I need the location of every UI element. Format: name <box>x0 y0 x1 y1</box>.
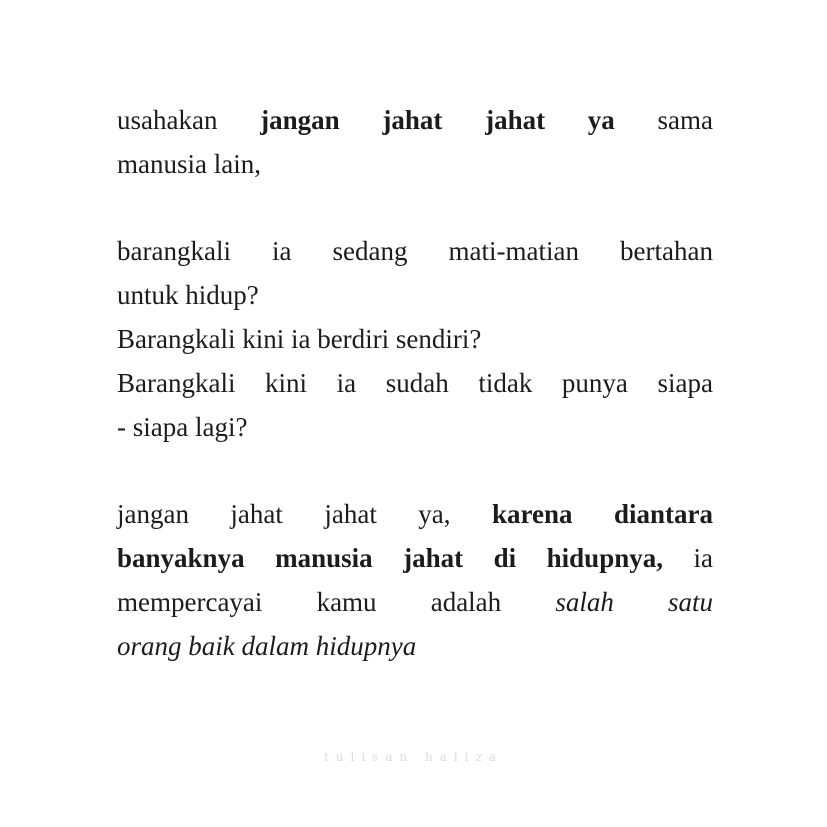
paragraph-1 <box>117 98 713 186</box>
p3-line-2 <box>117 536 713 580</box>
p2-line-4: Barangkali kini ia sudah tidak punya siapa <box>117 368 713 398</box>
p3-line-4: orang baik dalam hidupnya <box>117 631 417 661</box>
p3-text-bold-2: banyaknya manusia jahat di hidupnya, <box>117 543 663 573</box>
p2-line-2: untuk hidup? <box>117 280 259 310</box>
p1-text-bold: jangan jahat jahat ya <box>260 105 615 135</box>
p3-text-bold: karena diantara <box>492 499 713 529</box>
p2-line-3: Barangkali kini ia berdiri sendiri? <box>117 324 482 354</box>
p1-text-normal: usahakan <box>117 105 261 135</box>
poem-text <box>117 98 713 668</box>
p3-text-italic: salah satu <box>555 587 713 617</box>
p3-text-normal-3: mempercayai kamu adalah <box>117 587 556 617</box>
p1-line-1 <box>117 98 713 142</box>
p2-line-1: barangkali ia sedang mati-matian bertahan <box>117 236 713 266</box>
signature-watermark: tulisan haliza <box>323 750 504 764</box>
p1-text-end: sama <box>614 105 713 135</box>
paragraph-3 <box>117 492 713 668</box>
p3-line-1 <box>117 492 713 536</box>
p3-text-normal-2: ia <box>662 543 713 573</box>
p2-line-5: - siapa lagi? <box>117 412 248 442</box>
paragraph-2 <box>117 229 713 449</box>
p1-line-2: manusia lain, <box>117 149 261 179</box>
p3-text-normal: jangan jahat jahat ya, <box>117 499 492 529</box>
p3-line-3 <box>117 580 713 624</box>
